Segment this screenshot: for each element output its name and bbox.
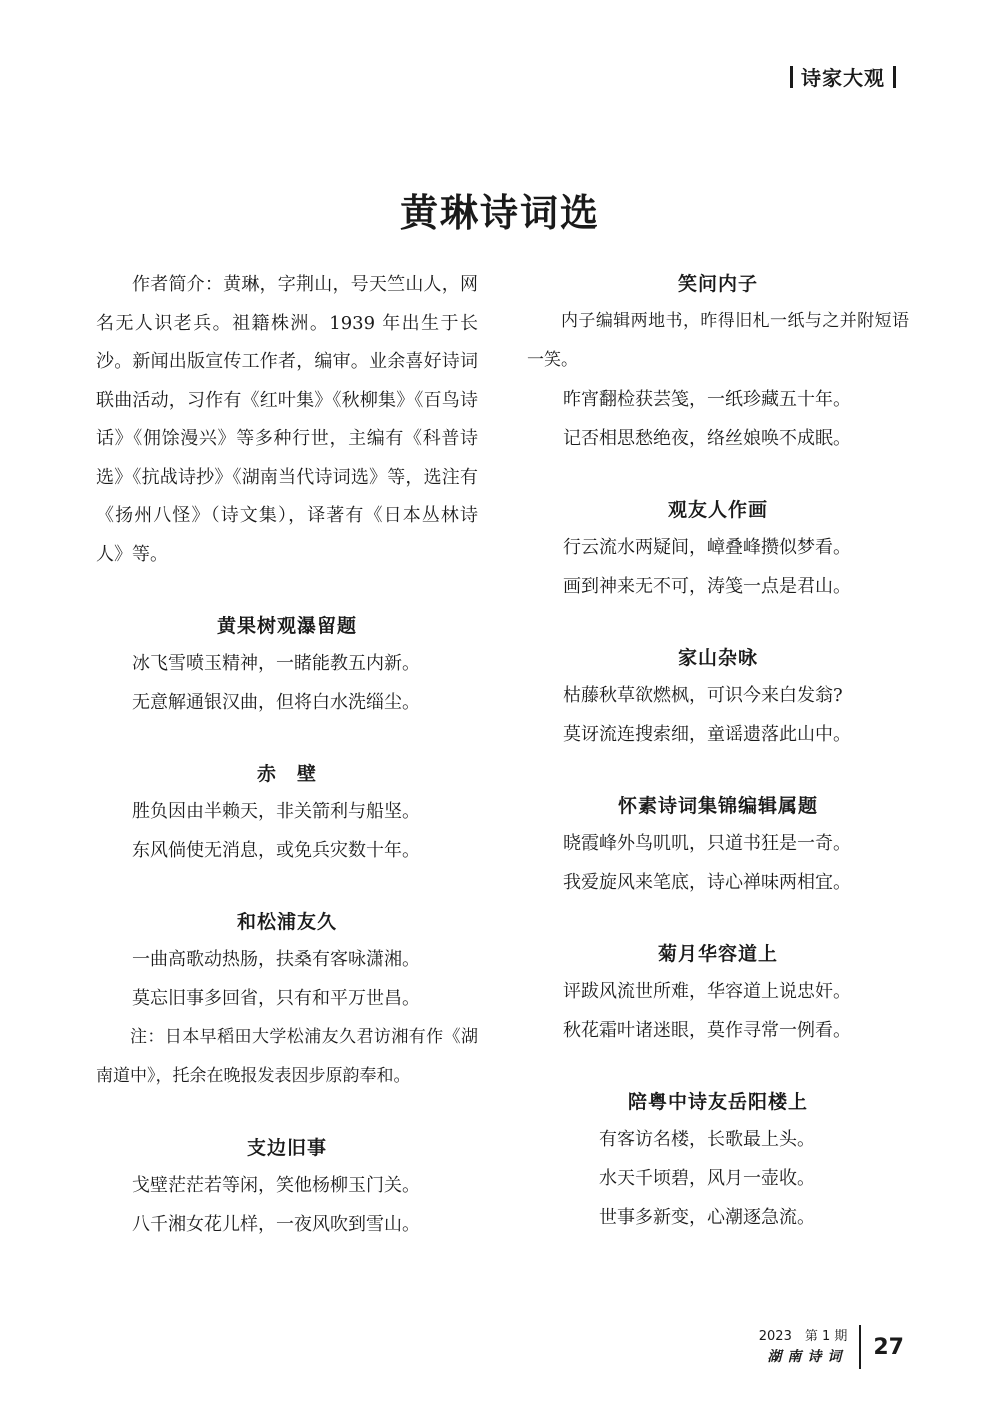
poem-line: 水天千顷碧，风月一壶收。	[599, 1168, 815, 1189]
poem-title: 支边旧事	[246, 1137, 327, 1159]
poem-line: 冰飞雪喷玉精神，一睹能教五内新。	[132, 653, 420, 674]
poem	[96, 1130, 478, 1244]
poem-line: 昨宵翻检获芸笺，一纸珍藏五十年。	[563, 389, 851, 410]
footer-divider	[859, 1325, 861, 1369]
magazine-name: 湖南诗词	[767, 1349, 848, 1365]
poem-line: 无意解通银汉曲，但将白水洗缁尘。	[132, 692, 420, 713]
poem-title: 陪粤中诗友岳阳楼上	[627, 1091, 808, 1113]
poem-line: 记否相思愁绝夜，络丝娘唤不成眠。	[563, 428, 851, 449]
poem-line: 八千湘女花儿样，一夜风吹到雪山。	[132, 1214, 420, 1235]
poem-title: 家山杂咏	[677, 647, 758, 669]
poem-line: 一曲高歌动热肠，扶桑有客咏潇湘。	[132, 949, 420, 970]
poem-line: 莫讶流连搜索细，童谣遗落此山中。	[563, 724, 851, 745]
poem-title: 和松浦友久	[236, 911, 337, 933]
poem	[527, 788, 909, 902]
page-footer	[759, 1325, 904, 1369]
page-number: 27	[873, 1334, 904, 1360]
left-poems	[96, 608, 478, 1244]
poem-line: 莫忘旧事多回省，只有和平万世昌。	[132, 988, 420, 1009]
poem-title: 笑问内子	[677, 273, 758, 295]
right-column	[527, 266, 909, 1237]
poem	[527, 936, 909, 1050]
poem-line: 秋花霜叶诸迷眼，莫作寻常一例看。	[563, 1020, 851, 1041]
poem	[96, 756, 478, 870]
poem	[527, 492, 909, 606]
right-poems	[527, 266, 909, 1237]
poem	[96, 904, 478, 1096]
issue-label: 2023 第 1 期	[758, 1329, 848, 1344]
poem-line: 有客访名楼，长歌最上头。	[599, 1129, 815, 1150]
footer-meta	[759, 1327, 848, 1367]
poem-title: 怀素诗词集锦编辑属题	[617, 795, 818, 817]
poem-line: 东风倘使无消息，或免兵灾数十年。	[132, 840, 420, 861]
poem-title: 观友人作画	[667, 499, 768, 521]
poem-line: 胜负因由半赖天，非关箭利与船坚。	[132, 801, 420, 822]
poem-line: 晓霞峰外鸟叽叽，只道书狂是一奇。	[563, 833, 851, 854]
poem-line: 行云流水两疑间，嶂叠峰攒似梦看。	[563, 537, 851, 558]
poem	[527, 266, 909, 458]
page-title: 黄琳诗词选	[399, 190, 600, 235]
section-bar-left	[790, 66, 793, 88]
section-tag	[782, 62, 904, 91]
author-bio	[96, 266, 478, 574]
section-bar-right	[893, 66, 896, 88]
poem	[527, 1084, 909, 1237]
poem-title: 黄果树观瀑留题	[216, 615, 357, 637]
poem-line: 枯藤秋草欲燃枫，可识今来白发翁?	[563, 685, 843, 706]
poem-line: 评跋风流世所难，华容道上说忠奸。	[563, 981, 851, 1002]
poem	[96, 608, 478, 722]
author-bio-text: 作者简介：黄琳，字荆山，号天竺山人，网名无人识老兵。祖籍株洲。1939 年出生于长沙。新闻出版宣传工作者，编审。业余喜好诗词联曲活动，习作有《红叶集》《秋柳集》《百鸟诗话》《佣馀漫兴》等多种行世，主编有《科普诗选》《抗战诗抄》《湖南当代诗词选》等，选注有《扬州八怪》（诗文集），译著有《日本丛林诗人》等。	[96, 274, 478, 565]
poem-line: 世事多新变，心潮逐急流。	[599, 1207, 815, 1228]
poem-note: 注：日本早稻田大学松浦友久君访湘有作《湖南道中》，托余在晚报发表因步原韵奉和。	[96, 1027, 478, 1086]
poem-line: 我爱旋风来笔底，诗心禅味两相宜。	[563, 872, 851, 893]
section-label: 诗家大观	[801, 66, 885, 90]
left-column	[96, 266, 478, 1244]
poem-title: 赤 壁	[256, 763, 317, 785]
poem	[527, 640, 909, 754]
poem-line: 戈壁茫茫若等闲，笑他杨柳玉门关。	[132, 1175, 420, 1196]
poem-line: 画到神来无不可，涛笺一点是君山。	[563, 576, 851, 597]
poem-title: 菊月华容道上	[657, 943, 778, 965]
poem-preface: 内子编辑两地书，昨得旧札一纸与之并附短语一笑。	[527, 311, 909, 370]
